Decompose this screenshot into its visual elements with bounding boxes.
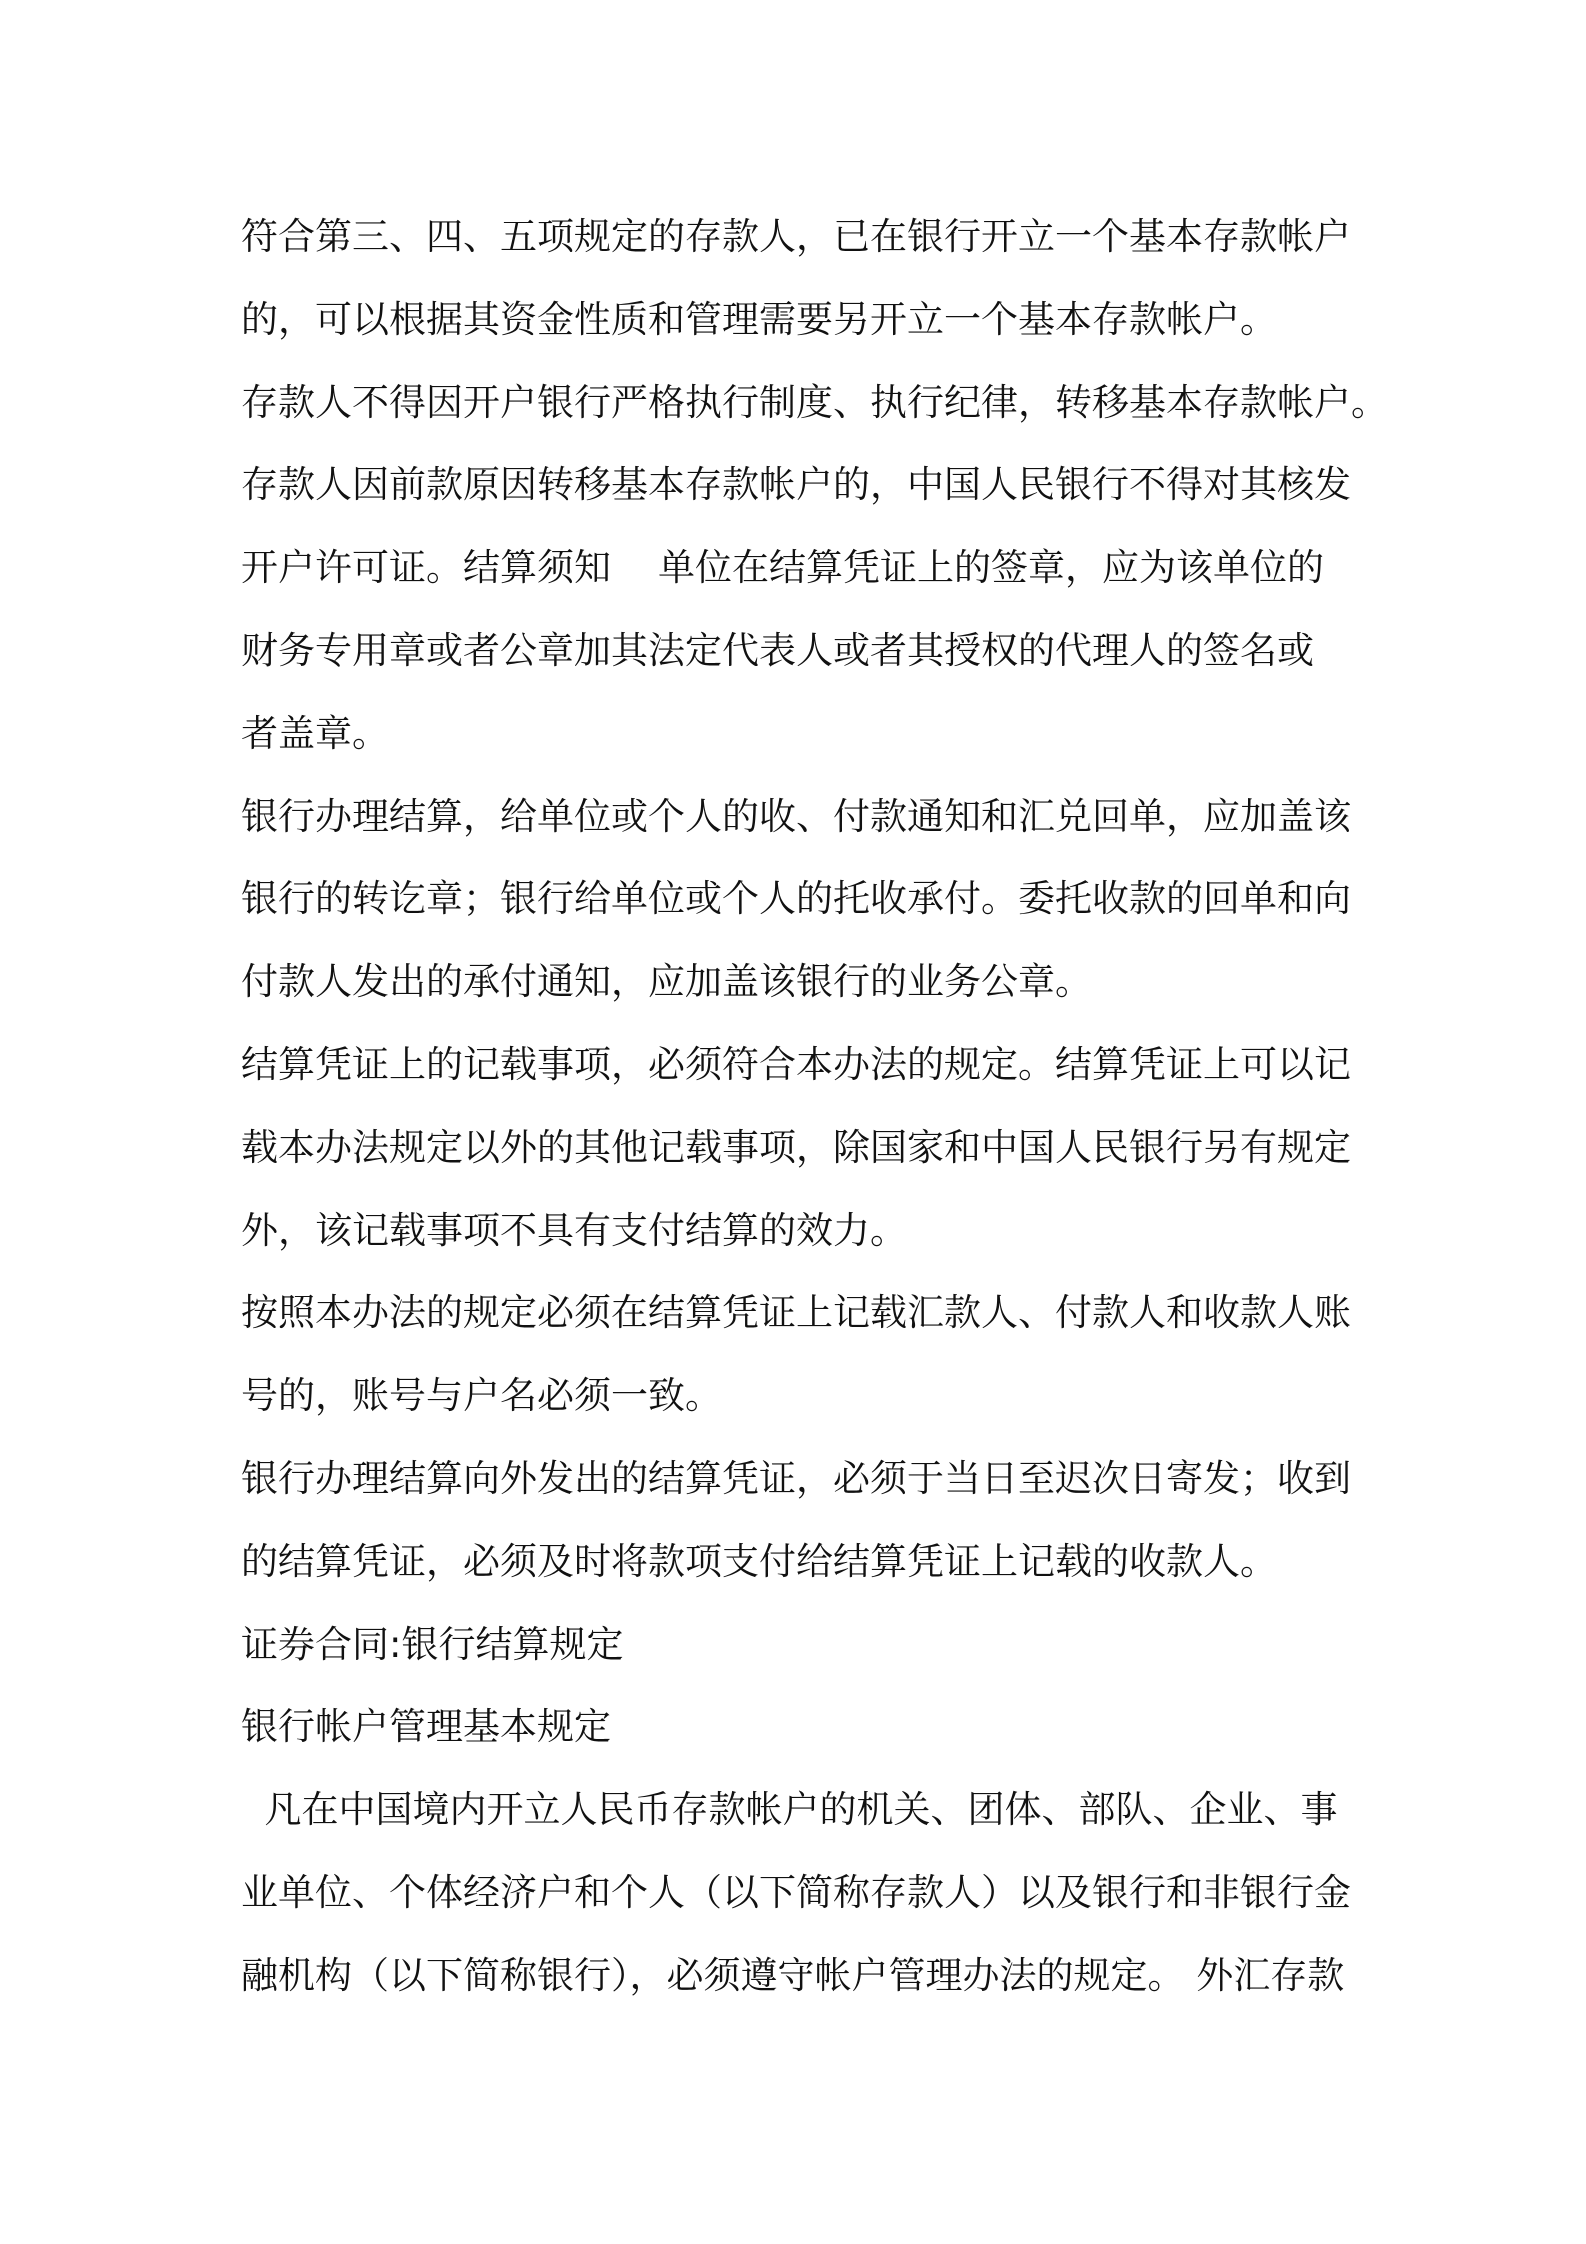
text-line-6: 财务专用章或者公章加其法定代表人或者其授权的代理人的签名或 — [241, 628, 1314, 672]
text-line-20: 凡在中国境内开立人民币存款帐户的机关、团体、部队、企业、事 — [241, 1788, 1338, 1832]
text-line-12: 载本办法规定以外的其他记载事项，除国家和中国人民银行另有规定 — [241, 1125, 1351, 1169]
document-body — [241, 196, 1388, 2018]
text-line-22: 融机构（以下简称银行），必须遵守帐户管理办法的规定。 外汇存款 — [241, 1953, 1345, 1997]
text-line-5: 开户许可证。结算须知 单位在结算凭证上的签章，应为该单位的 — [241, 546, 1325, 590]
text-line-11: 结算凭证上的记载事项，必须符合本办法的规定。结算凭证上可以记 — [241, 1042, 1351, 1086]
section-heading-account-management: 银行帐户管理基本规定 — [241, 1705, 611, 1749]
text-line-4: 存款人因前款原因转移基本存款帐户的，中国人民银行不得对其核发 — [241, 463, 1351, 507]
text-line-17: 的结算凭证，必须及时将款项支付给结算凭证上记载的收款人。 — [241, 1539, 1277, 1583]
text-line-9: 银行的转讫章；银行给单位或个人的托收承付。委托收款的回单和向 — [241, 877, 1351, 921]
text-line-15: 号的，账号与户名必须一致。 — [241, 1374, 722, 1418]
text-line-3: 存款人不得因开户银行严格执行制度、执行纪律，转移基本存款帐户。 — [241, 380, 1388, 424]
text-line-2: 的，可以根据其资金性质和管理需要另开立一个基本存款帐户。 — [241, 297, 1277, 341]
text-line-13: 外，该记载事项不具有支付结算的效力。 — [241, 1208, 907, 1252]
text-line-21: 业单位、个体经济户和个人（以下简称存款人）以及银行和非银行金 — [241, 1870, 1351, 1914]
section-heading-securities-contract: 证券合同:银行结算规定 — [241, 1622, 624, 1666]
text-line-7: 者盖章。 — [241, 711, 389, 755]
text-line-10: 付款人发出的承付通知，应加盖该银行的业务公章。 — [241, 960, 1092, 1004]
text-line-14: 按照本办法的规定必须在结算凭证上记载汇款人、付款人和收款人账 — [241, 1291, 1351, 1335]
text-line-16: 银行办理结算向外发出的结算凭证，必须于当日至迟次日寄发；收到 — [241, 1456, 1351, 1500]
text-line-8: 银行办理结算，给单位或个人的收、付款通知和汇兑回单，应加盖该 — [241, 794, 1351, 838]
text-line-1: 符合第三、四、五项规定的存款人，已在银行开立一个基本存款帐户 — [241, 215, 1351, 258]
